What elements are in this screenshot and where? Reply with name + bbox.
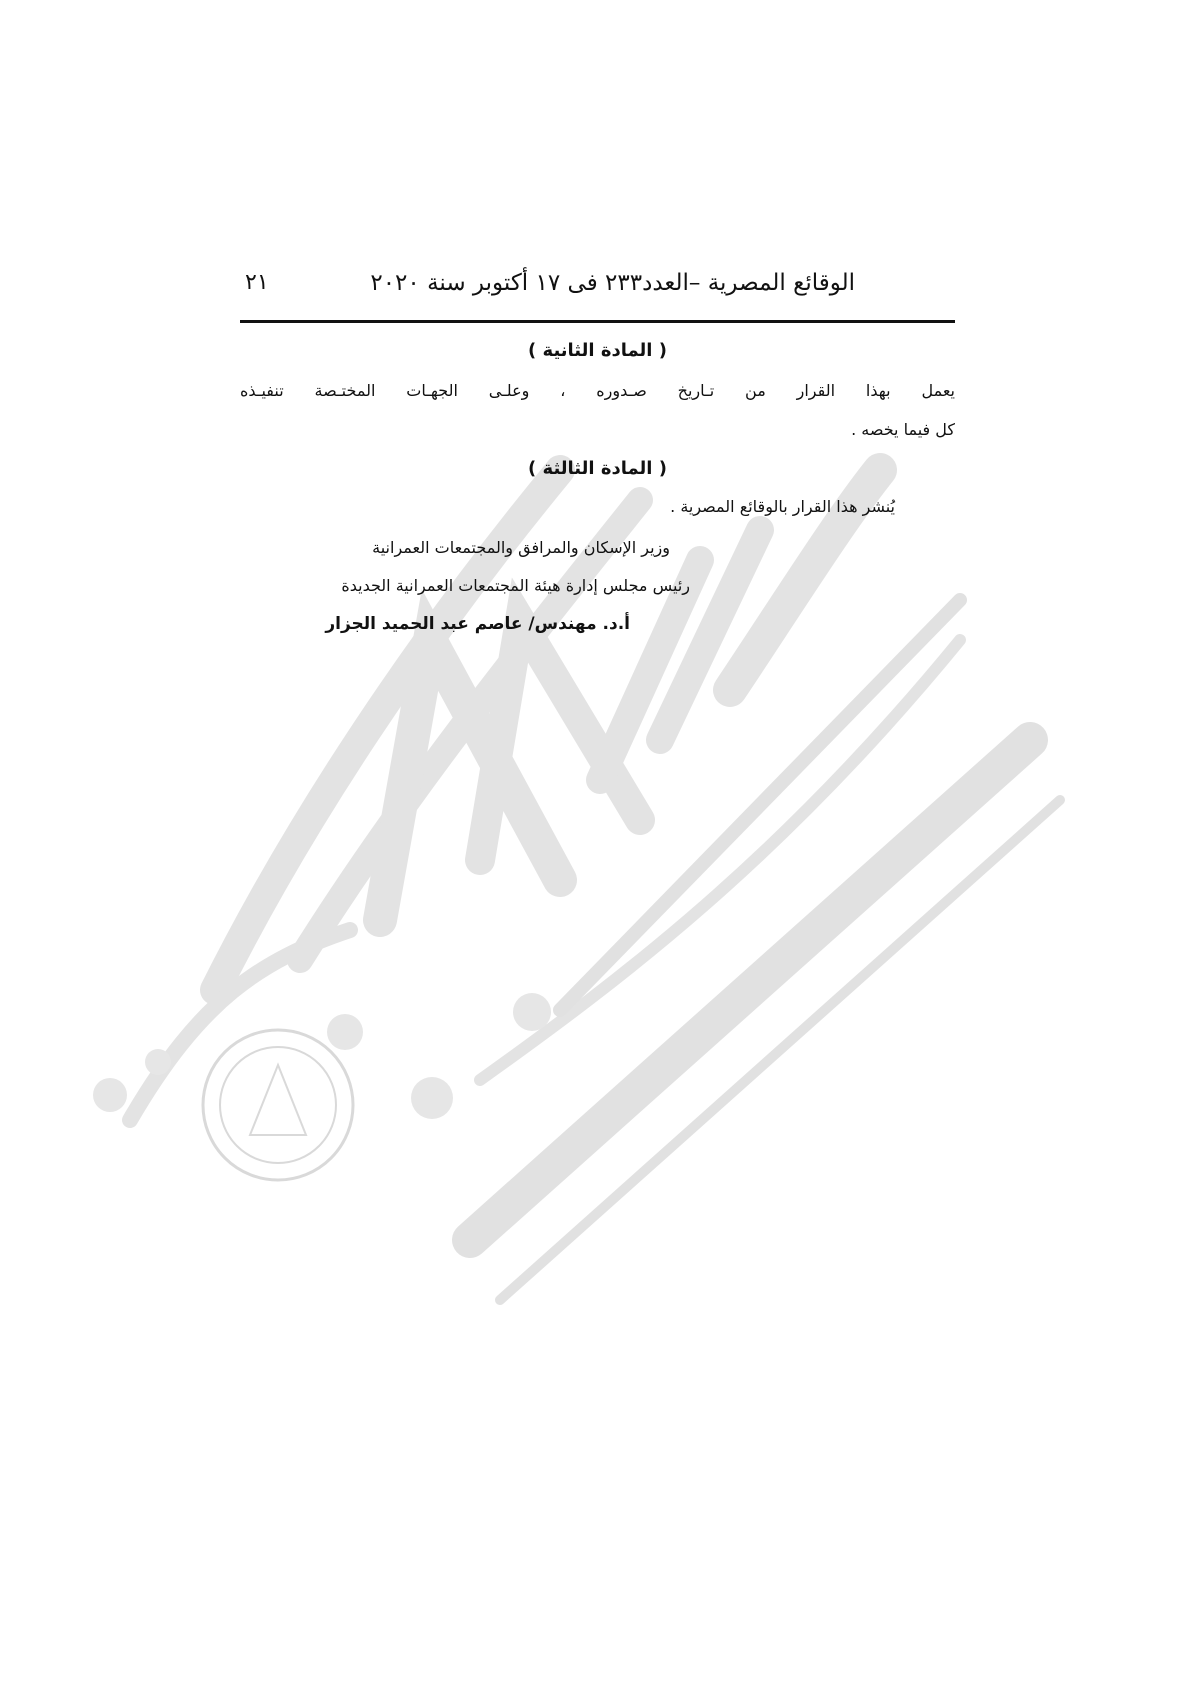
signature-title-line-1: وزير الإسكان والمرافق والمجتمعات العمرانية [372,538,670,557]
article-third-line-1: يُنشر هذا القرار بالوقائع المصرية . [670,497,895,516]
gazette-header-title: الوقائع المصرية –العدد٢٣٣ فى ١٧ أكتوبر سنة ٢٠٢٠ [370,270,855,296]
page-number: ٢١ [245,270,269,295]
article-heading-third: ( المادة الثالثة ) [528,458,667,479]
article-second-line-2: كل فيما يخصه . [851,420,955,439]
header-divider [240,320,955,323]
signatory-name: أ.د. مهندس/ عاصم عبد الحميد الجزار [325,614,630,634]
signature-title-line-2: رئيس مجلس إدارة هيئة المجتمعات العمرانية الجديدة [341,576,690,595]
article-second-line-1: يعمل بهذا القرار من تـاريخ صـدوره ، وعلـى الجهـات المختـصة تنفيـذه [240,381,955,400]
article-heading-second: ( المادة الثانية ) [528,340,667,361]
